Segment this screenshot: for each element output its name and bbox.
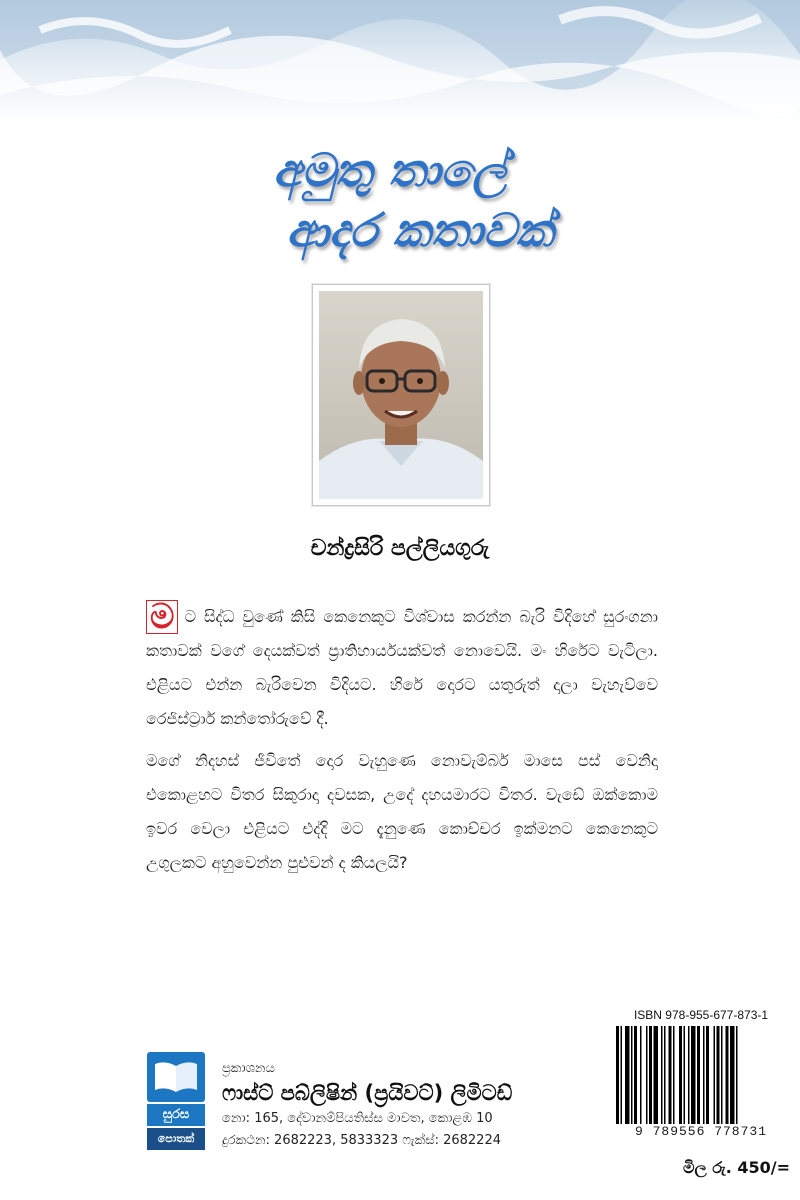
barcode-bar [646,1026,648,1126]
publisher-label: ප්‍රකාශනය [222,1061,275,1076]
barcode-bar [649,1026,652,1126]
barcode-bar [631,1026,633,1126]
publisher-logo [147,1052,211,1150]
book-title-line-2: ආදර කතාවක් [286,203,554,257]
publisher-name: ෆාස්ට් පබ්ලිෂින් (ප්‍රයිවට්) ලිමිටඩ් [222,1081,513,1105]
barcode-digits: 9 789556 778731 [612,1124,790,1139]
barcode-bar [688,1026,690,1126]
logo-word-1: සුරස [147,1104,205,1126]
barcode-bar [616,1026,619,1126]
logo-word-2: පොතක් [147,1128,205,1150]
barcode-bar [706,1026,709,1126]
barcode-bar [669,1026,672,1126]
barcode-bar [679,1026,682,1126]
barcode-bar [684,1026,686,1126]
barcode-bar [717,1026,720,1126]
barcode-bar [714,1026,716,1126]
blurb-text [146,597,658,888]
book-title [180,140,620,280]
barcode-bar [697,1026,700,1126]
isbn-number: ISBN 978-955-677-873-1 [633,1008,769,1022]
author-photo [312,284,490,506]
barcode-bar [673,1026,675,1126]
barcode-bar [691,1026,696,1126]
barcode-bar [661,1026,663,1126]
publisher-phone: දුරකථන: 2682223, 5833323 ෆැක්ස්: 2682224 [222,1133,501,1148]
barcode-bar [703,1026,705,1126]
barcode-bar [736,1026,738,1126]
blurb-paragraph-1-text: ට සිද්ධ වුණේ කිසි කෙනෙකුට විශ්වාස කරන්න බැරි විදිහේ සුරංගනා කතාවක් වගේ දෙයක්වත් ප්‍රාතිහාර්යයක්වත් නොවෙයි. මං හිරේට වැටිලා. එළියට එන්න බැරිවෙන විදියට. හිරේ දොරට යතුරුත් දාලා වැහැව්වෙ රෙජිස්ට්‍රාර් කන්තෝරුවේ දී. [146,607,658,728]
price: මිල රු. 450/= [683,1158,790,1177]
barcode-bar [664,1026,666,1126]
barcode-bar [654,1026,659,1126]
barcode-bar [721,1026,723,1126]
sky-header-graphic [0,0,800,120]
author-name: චන්ද්‍රසිරි පල්ලියගුරු [310,536,490,561]
open-book-icon [147,1052,205,1102]
publisher-block [222,1060,602,1152]
blurb-paragraph-2: මගේ නිදහස් ජීවිතේ දොර වැහුණෙ නොවැම්බර් මාසෙ පස් වෙනිදා එකොළහට විතර සිකුරාදා දවසක, උදේ දහයමාරට විතර. වැඩේ ඔක්කොම ඉවර වෙලා එළියට එද්දි මට දැනුණෙ කොච්චර ඉක්මනට කෙනෙකුට උගුලකට අහුවෙන්න පුළුවන් ද කියලයි? [146,751,658,872]
barcode-bar [621,1026,623,1126]
drop-cap: ම [146,600,178,634]
barcode-bar [640,1026,642,1126]
barcode-bar [726,1026,729,1126]
publisher-address: නො: 165, දේවානම්පියතිස්ස මාවත, කොළඹ 10 [222,1111,493,1126]
barcode-bar [730,1026,735,1126]
barcode-bar [625,1026,630,1126]
book-title-line-1: අමුතු තාලේ [273,143,507,197]
barcode-bar [634,1026,637,1126]
blurb-paragraph-1 [146,597,658,736]
